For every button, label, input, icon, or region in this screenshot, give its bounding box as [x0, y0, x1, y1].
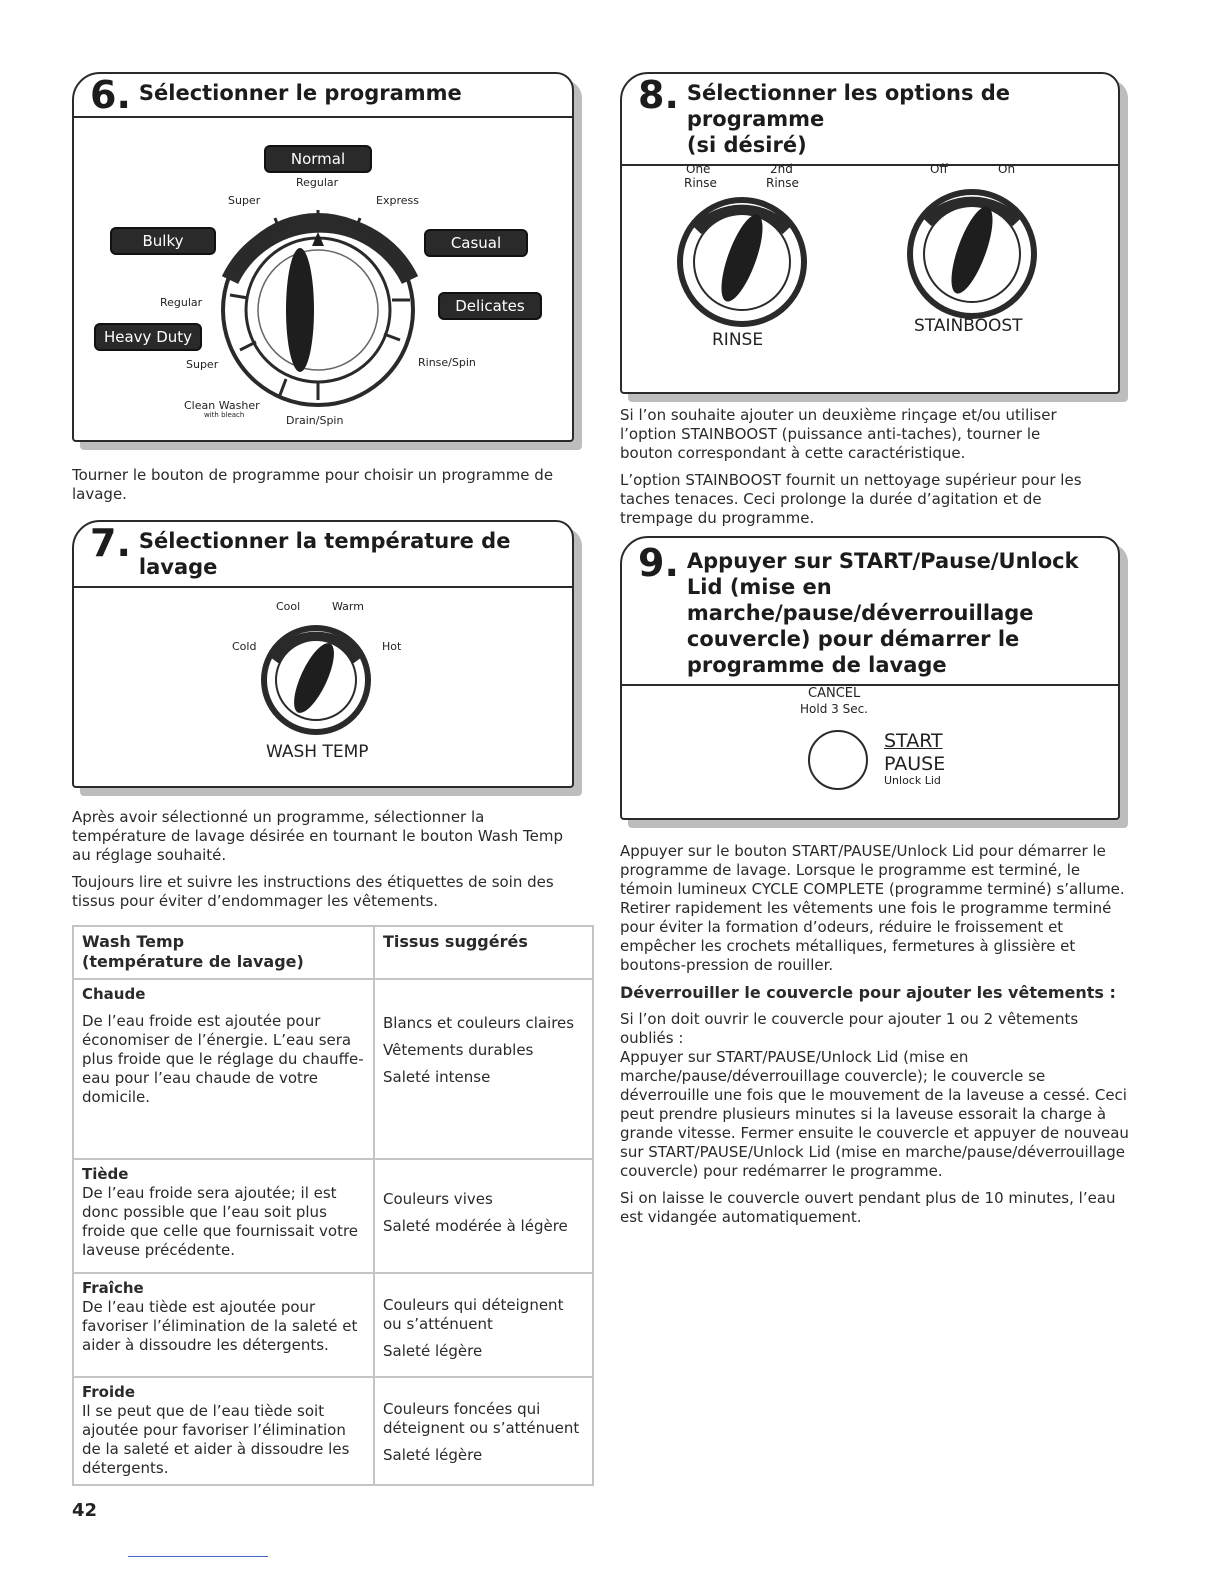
- step7-paragraph-2: Toujours lire et suivre les instructions des étiquettes de soin des tissus pour éviter d’endommager les vêtements.: [72, 873, 554, 910]
- table-row: [73, 1159, 593, 1273]
- step9-title: [638, 541, 1100, 678]
- fabric-item: Couleurs foncées qui déteignent ou s’atténuent: [383, 1400, 580, 1437]
- step8-title-line1: Sélectionner les options de programme: [686, 81, 1011, 131]
- row-name: Fraîche: [82, 1279, 144, 1297]
- row-name: Tiède: [82, 1165, 129, 1183]
- rinse-2nd-label-2: Rinse: [766, 176, 799, 190]
- unlock-paragraph-2: Appuyer sur START/PAUSE/Unlock Lid (mise en marche/pause/déverrouillage couvercle); le couvercle se déverrouille une fois que le mouvement de la laveuse a cessé. Ceci peut prendre plusieurs minutes si la laveuse essorait la charge à grande vitesse. Fermer ensuite le couvercle et appuyer de nouveau sur START/PAUSE/Unlock Lid (mise en marche/pause/déverrouillage couvercle) pour redémarrer le programme.: [620, 1048, 1129, 1180]
- row-name: Froide: [82, 1383, 136, 1401]
- row-desc: Il se peut que de l’eau tiède soit ajoutée pour favoriser l’élimination de la saleté et aider à dissoudre les détergents.: [82, 1402, 350, 1477]
- table-row: [73, 1273, 593, 1377]
- step8-header: [622, 74, 1118, 166]
- table-header-row: [73, 926, 593, 979]
- stainboost-on-label: On: [998, 162, 1016, 176]
- step8-title-text: [687, 80, 1100, 158]
- row-desc: De l’eau froide est ajoutée pour économiser de l’énergie. L’eau sera plus froide que le réglage du chauffe-eau pour l’eau chaude de votre domicile.: [82, 1012, 364, 1106]
- table-cell-temp: [73, 1159, 374, 1273]
- temp-warm: Warm: [332, 600, 364, 613]
- cancel-label: CANCEL: [808, 686, 861, 701]
- stainboost-dial: [902, 182, 1042, 322]
- start-button: [808, 730, 868, 790]
- step8-paragraph-2: L’option STAINBOOST fournit un nettoyage supérieur pour les taches tenaces. Ceci prolonge la durée d’agitation et de trempage du programme.: [620, 471, 1082, 527]
- step9-header: [622, 538, 1118, 686]
- step7-header: [74, 522, 572, 588]
- temp-hot: Hot: [382, 640, 402, 653]
- label-rinse-spin: Rinse/Spin: [418, 356, 476, 369]
- label-regular-left: Regular: [160, 296, 203, 309]
- fabric-item: Couleurs vives: [383, 1190, 493, 1208]
- table-row: [73, 1377, 593, 1485]
- unlock-paragraph-3: Si on laisse le couvercle ouvert pendant plus de 10 minutes, l’eau est vidangée automatiquement.: [620, 1189, 1116, 1226]
- rinse-2nd-label-1: 2nd: [770, 162, 793, 176]
- rinse-label: RINSE: [712, 330, 764, 350]
- step9-number: 9.: [638, 541, 679, 585]
- step6-title: [90, 73, 554, 117]
- rinse-one-label-1: One: [686, 162, 711, 176]
- unlock-label: Unlock Lid: [884, 774, 941, 787]
- program-normal: Normal: [264, 145, 372, 173]
- step8-title: [638, 73, 1100, 158]
- step7-title: [90, 521, 554, 580]
- fabric-item: Blancs et couleurs claires: [383, 1014, 575, 1032]
- step8-paragraph-1: Si l’on souhaite ajouter un deuxième rinçage et/ou utiliser l’option STAINBOOST (puissance anti-taches), tourner le bouton correspondant à cette caractéristique.: [620, 406, 1057, 462]
- step7-text: [72, 808, 572, 919]
- rinse-dial: [672, 190, 812, 330]
- temp-cool: Cool: [276, 600, 301, 613]
- step8-title-line2: (si désiré): [686, 133, 807, 157]
- label-super-bottom: Super: [186, 358, 219, 371]
- pause-label: PAUSE: [884, 753, 946, 775]
- start-label: START: [884, 730, 943, 752]
- program-casual: Casual: [424, 229, 528, 257]
- label-drain-spin: Drain/Spin: [286, 414, 344, 427]
- table-cell-fabrics: [374, 1159, 593, 1273]
- rinse-one-label-2: Rinse: [684, 176, 717, 190]
- step6-header: [74, 74, 572, 118]
- cycle-dial: [200, 190, 440, 420]
- header-wash-temp-fr: (température de lavage): [82, 952, 304, 971]
- table-cell-temp: [73, 1377, 374, 1485]
- step7-title-text: Sélectionner la température de lavage: [138, 529, 511, 579]
- step8-number: 8.: [638, 73, 679, 117]
- table-cell-temp: [73, 1273, 374, 1377]
- fabric-item: Saleté légère: [383, 1342, 483, 1360]
- fabric-item: Saleté légère: [383, 1446, 483, 1464]
- hold-label: Hold 3 Sec.: [800, 702, 868, 716]
- row-desc: De l’eau tiède est ajoutée pour favoriser l’élimination de la saleté et aider à dissoudre les détergents.: [82, 1298, 358, 1354]
- wash-temp-dial: [256, 618, 376, 738]
- label-clean-washer: Clean Washer: [184, 399, 260, 412]
- program-bulky: Bulky: [110, 227, 216, 255]
- table-row: [73, 979, 593, 1159]
- unlock-paragraph-1: Si l’on doit ouvrir le couvercle pour ajouter 1 ou 2 vêtements oubliés :: [620, 1010, 1079, 1047]
- table-header-col1: [73, 926, 374, 979]
- step9-panel: [620, 536, 1120, 820]
- row-desc: De l’eau froide sera ajoutée; il est donc possible que l’eau soit plus froide que celle que fournissait votre laveuse précédente.: [82, 1184, 359, 1259]
- header-tissus: Tissus suggérés: [383, 932, 528, 951]
- label-super-top: Super: [228, 194, 261, 207]
- step9-paragraph: Appuyer sur le bouton START/PAUSE/Unlock Lid pour démarrer le programme de lavage. Lorsque le programme est terminé, le témoin lumineux CYCLE COMPLETE (programme terminé) s’allume. Retirer rapidement les vêtements une fois le programme terminé pour éviter la formation d’odeurs, réduire le froissement et empêcher les crochets métalliques, fermetures à glissière et boutons-pression de rouiller.: [620, 842, 1125, 974]
- step6-description: Tourner le bouton de programme pour choisir un programme de lavage.: [72, 466, 554, 503]
- temp-cold: Cold: [232, 640, 257, 653]
- page-number: 42: [72, 1500, 98, 1521]
- step8-text: [620, 406, 1090, 536]
- table-cell-fabrics: [374, 1377, 593, 1485]
- unlock-heading: Déverrouiller le couvercle pour ajouter les vêtements :: [620, 983, 1116, 1002]
- fabric-item: Couleurs qui déteignent ou s’atténuent: [383, 1296, 564, 1333]
- step6-number: 6.: [90, 73, 131, 117]
- wash-temp-label: WASH TEMP: [266, 742, 369, 762]
- row-name: Chaude: [82, 985, 146, 1003]
- program-heavy-duty: Heavy Duty: [94, 323, 202, 351]
- stainboost-off-label: Off: [930, 162, 948, 176]
- table-cell-fabrics: [374, 979, 593, 1159]
- footer-rule: [128, 1556, 268, 1557]
- stainboost-label: STAINBOOST: [914, 316, 1023, 336]
- fabric-item: Vêtements durables: [383, 1041, 534, 1059]
- step7-number: 7.: [90, 521, 131, 565]
- step9-text: [620, 842, 1134, 1235]
- step7-paragraph-1: Après avoir sélectionné un programme, sélectionner la température de lavage désirée en tournant le bouton Wash Temp au réglage souhaité.: [72, 808, 563, 864]
- wash-temp-table: [72, 925, 594, 1486]
- step6-title-text: Sélectionner le programme: [138, 81, 462, 105]
- step9-title-text: Appuyer sur START/Pause/Unlock Lid (mise en marche/pause/déverrouillage couvercle) pour démarrer le programme de lavage: [686, 549, 1079, 677]
- table-cell-fabrics: [374, 1273, 593, 1377]
- table-cell-temp: [73, 979, 374, 1159]
- fabric-item: Saleté intense: [383, 1068, 491, 1086]
- fabric-item: Saleté modérée à légère: [383, 1217, 568, 1235]
- label-express: Express: [376, 194, 419, 207]
- header-wash-temp: Wash Temp: [82, 932, 185, 951]
- program-delicates: Delicates: [438, 292, 542, 320]
- label-with-bleach: with bleach: [204, 411, 245, 419]
- label-regular-top: Regular: [296, 176, 339, 189]
- table-header-col2: [374, 926, 593, 979]
